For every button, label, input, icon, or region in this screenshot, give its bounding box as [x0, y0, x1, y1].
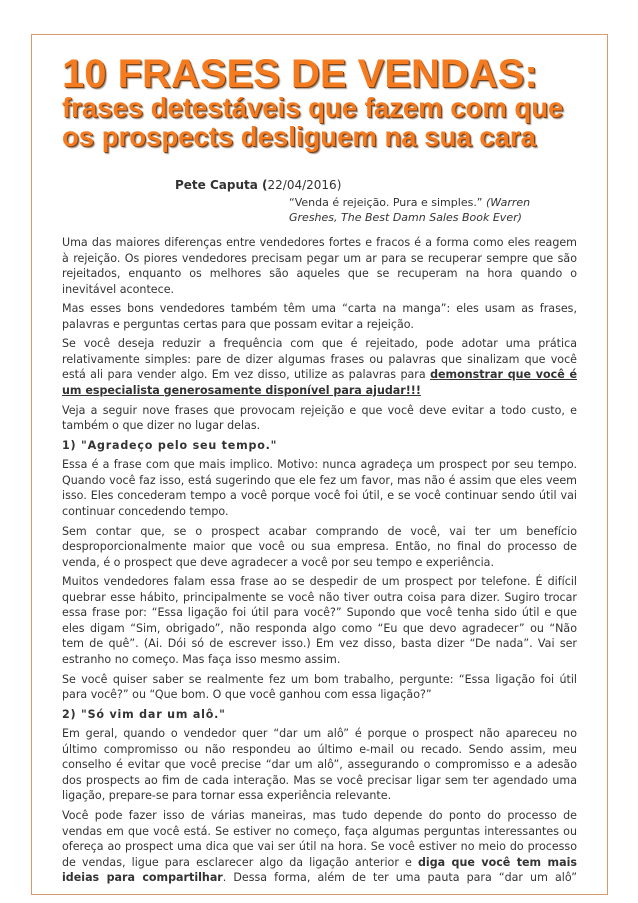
paragraph-text: Se você deseja reduzir a frequência com que é rejeitado, pode adotar uma prática relativamente simples: pare de dizer algumas frases ou palavras que sinalizam que você está ali para vender algo. Em vez disso, utilize as palavras para	[62, 337, 577, 382]
emphasis-bold: diga que você tem mais ideias para compartilhar	[62, 855, 578, 885]
intro-paragraph-4: Veja a seguir nove frases que provocam rejeição e que você deve evitar a todo custo, e também o que dizer no lugar delas.	[62, 403, 577, 433]
section-1-paragraph-1: Essa é a frase com que mais implico. Motivo: nunca agradeça um prospect por seu tempo. Quando você faz isso, está sugerindo que ele fez um favor, mas não é assim que eles veem isso. Eles concederam tempo a você porque você foi útil, e se você continuar sendo útil vai continuar concedendo tempo.	[62, 458, 577, 518]
paragraph-text: Você pode fazer isso de várias maneiras, mas tudo depende do ponto do processo de vendas em que você está. Se estiver no começo, faça algumas perguntas interessantes ou ofereça ao prospect uma dica que vai ser útil na hora. Se você estiver no meio do processo de vendas, ligue para esclarecer algo da ligação anterior e	[62, 809, 577, 869]
intro-paragraph-1: Uma das maiores diferenças entre vendedores fortes e fracos é a forma como eles reagem à rejeição. Os piores vendedores precisam pegar um ar para se recuperar sempre que são rejeitados, enquanto os melhores são aqueles que se recuperam na hora quando o inevitável acontece.	[62, 236, 577, 296]
section-1-paragraph-4: Se você quiser saber se realmente fez um bom trabalho, pergunte: “Essa ligação foi útil para você?” ou “Que bom. O que você ganhou com essa ligação?”	[62, 672, 577, 701]
section-2-paragraph-1: Em geral, quando o vendedor quer “dar um alô” é porque o prospect não apareceu no último compromisso ou não respondeu ao último e-mail ou recado. Sendo assim, meu conselho é evitar que você precise “dar um alô”, assegurando o compromisso e a adesão dos prospects ao fim de cada interação. Mas se você precisar ligar sem ter agendado uma ligação, prepare-se para tornar essa experiência relevante.	[62, 727, 577, 803]
emphasis-underlined: demonstrar que você é um especialista generosamente disponível para ajudar!!!	[62, 368, 577, 397]
article-title	[62, 54, 563, 151]
epigraph-source: (Warren Greshes, The Best Damn Sales Book Ever)	[289, 196, 531, 224]
section-1-paragraph-2: Sem contar que, se o prospect acabar comprando de você, vai ter um benefício desproporcionalmente maior que você ou sua empresa. Então, no final do processo de venda, é o prospect que deve agradecer a você por seu tempo e experiência.	[62, 524, 577, 569]
epigraph-quote: “Venda é rejeição. Pura e simples.”	[289, 196, 483, 209]
intro-paragraph-3	[62, 336, 577, 398]
article-body	[62, 235, 577, 890]
section-1-paragraph-3: Muitos vendedores falam essa frase ao se despedir de um prospect por telefone. É difícil quebrar esse hábito, principalmente se você não tiver outra coisa para dizer. Sugiro trocar essa frase por: “Essa ligação foi útil para você?” Supondo que você tenha sido útil e que eles digam “Sim, obrigado”, não responda algo como “Eu que devo agradecer” ou “Não tem de quê”. (Ai. Dói só de escrever isso.) Em vez disso, basta dizer “De nada”. Vai ser estranho no começo. Mas faça isso mesmo assim.	[62, 575, 577, 666]
title-subtitle-line-1: frases detestáveis que fazem com que	[62, 92, 564, 123]
section-heading-2: 2) "Só vim dar um alô."	[62, 707, 226, 721]
intro-paragraph-2: Mas esses bons vendedores também têm uma “carta na manga”: eles usam as frases, palavras e perguntas certas para que possam evitar a rejeição.	[62, 302, 577, 331]
epigraph	[289, 196, 559, 225]
paragraph-text-continued: . Dessa forma, além de ter uma pauta para “dar um alô”	[222, 871, 577, 885]
byline	[175, 177, 341, 193]
section-heading-1: 1) "Agradeço pelo seu tempo."	[62, 438, 278, 452]
author-name: Pete Caputa (	[175, 178, 268, 192]
publish-date: 22/04/2016)	[267, 178, 342, 192]
title-main: 10 FRASES DE VENDAS:	[62, 52, 538, 96]
section-2-paragraph-2	[62, 808, 577, 886]
title-subtitle-line-2: os prospects desliguem na sua cara	[62, 121, 536, 152]
